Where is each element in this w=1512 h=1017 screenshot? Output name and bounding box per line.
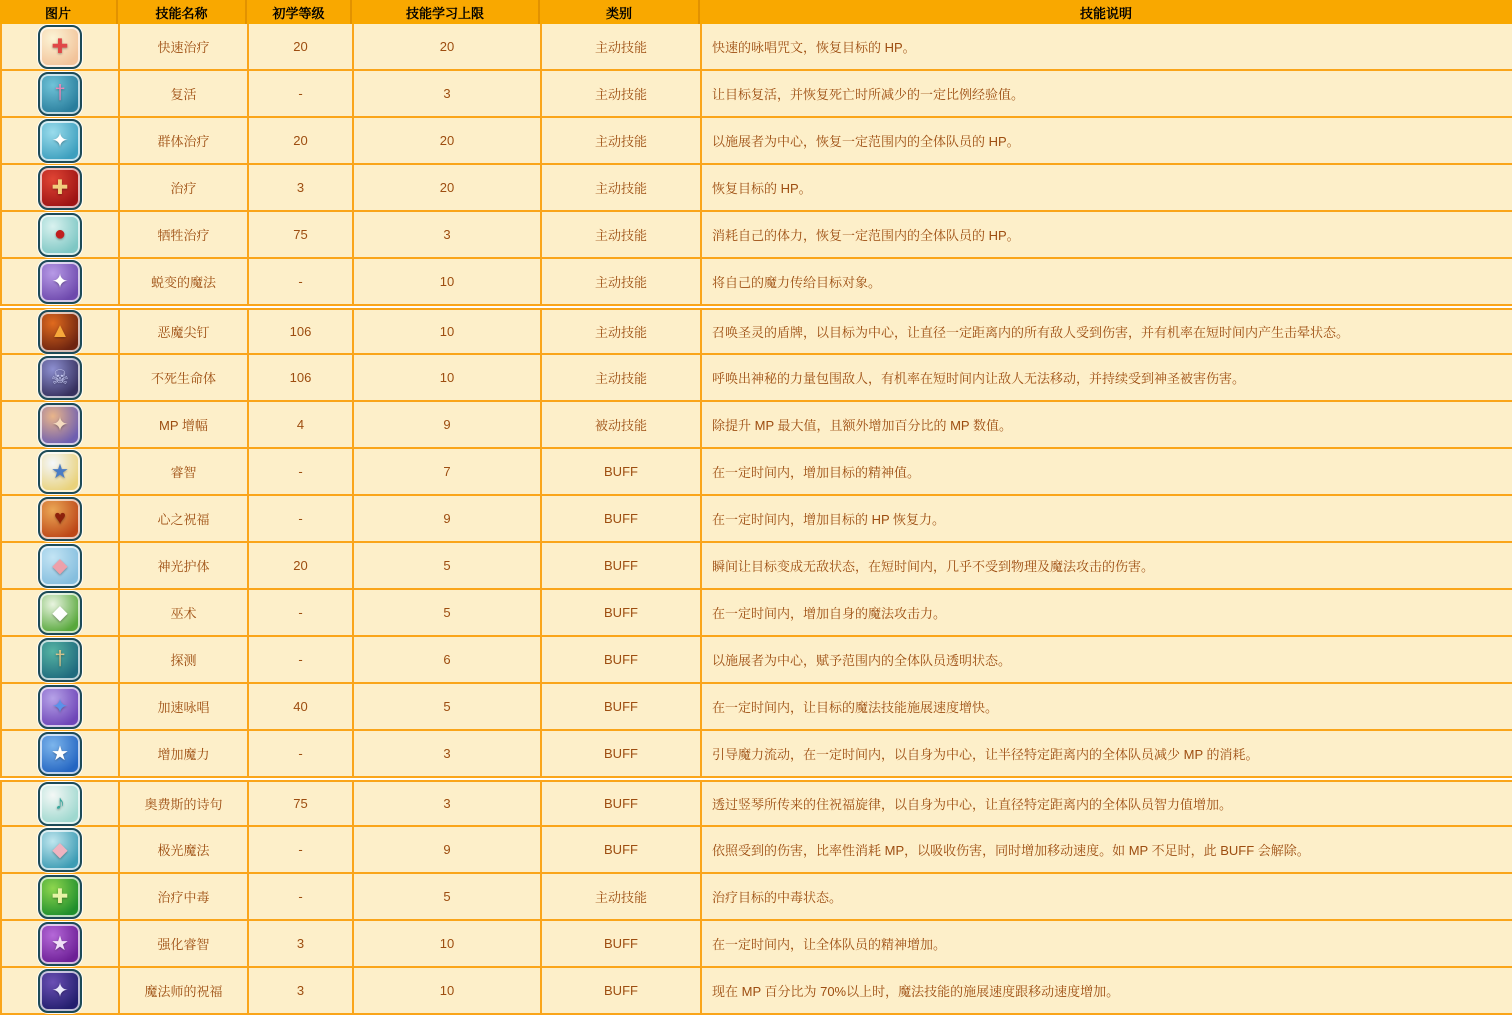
table-row (0, 921, 1512, 968)
skill-description: 除提升 MP 最大值，且额外增加百分比的 MP 数值。 (712, 418, 1012, 433)
skill-learn-cap: 5 (354, 684, 542, 729)
quick-heal-icon: ✚ (38, 25, 82, 69)
table-row (0, 590, 1512, 637)
skill-learn-cap: 10 (354, 355, 542, 400)
skill-description: 以施展者为中心，赋予范围内的全体队员透明状态。 (712, 653, 1012, 668)
skill-learn-level: 106 (249, 310, 354, 353)
skill-category: 主动技能 (542, 355, 702, 400)
resurrect-angel-icon: † (38, 72, 82, 116)
skill-category: BUFF (542, 921, 702, 966)
skill-learn-cap: 3 (354, 71, 542, 116)
skill-learn-cap: 10 (354, 921, 542, 966)
skill-name: 群体治疗 (120, 118, 249, 163)
skill-learn-level: - (249, 496, 354, 541)
mana-increase-hand-icon: ★ (38, 732, 82, 776)
skill-name: 魔法师的祝福 (120, 968, 249, 1013)
table-header-row (0, 0, 1512, 24)
orpheus-verse-harp-icon: ♪ (38, 782, 82, 826)
skill-learn-cap: 20 (354, 165, 542, 210)
skill-name: 治疗 (120, 165, 249, 210)
heart-blessing-torso-icon: ♥ (38, 497, 82, 541)
skill-learn-level: 75 (249, 212, 354, 257)
mp-boost-torso-icon: ✦ (38, 403, 82, 447)
skill-description: 让目标复活，并恢复死亡时所减少的一定比例经验值。 (712, 87, 1025, 102)
skill-learn-level: 40 (249, 684, 354, 729)
detect-sword-icon: † (38, 638, 82, 682)
skill-icon-cell (2, 637, 120, 682)
sacrifice-heal-drop-icon: ● (38, 213, 82, 257)
skill-name: 奥费斯的诗句 (120, 782, 249, 825)
skill-learn-cap: 6 (354, 637, 542, 682)
skill-icon-cell (2, 402, 120, 447)
skill-icon-cell (2, 968, 120, 1013)
skill-icon-cell (2, 449, 120, 494)
skill-description: 在一定时间内，增加自身的魔法攻击力。 (712, 606, 947, 621)
skill-learn-level: - (249, 259, 354, 304)
skill-description: 以施展者为中心，恢复一定范围内的全体队员的 HP。 (712, 134, 1020, 149)
skill-learn-cap: 5 (354, 543, 542, 588)
witchcraft-book-icon: ◆ (38, 591, 82, 635)
skill-description: 在一定时间内，让全体队员的精神增加。 (712, 937, 947, 952)
skill-description: 在一定时间内，让目标的魔法技能施展速度增快。 (712, 700, 999, 715)
skill-category: BUFF (542, 684, 702, 729)
table-row (0, 731, 1512, 778)
skill-learn-cap: 10 (354, 968, 542, 1013)
table-row (0, 165, 1512, 212)
skill-icon-cell (2, 731, 120, 776)
skill-name: 神光护体 (120, 543, 249, 588)
skill-name: 睿智 (120, 449, 249, 494)
skill-name: MP 增幅 (120, 402, 249, 447)
skill-learn-cap: 20 (354, 118, 542, 163)
skill-learn-cap: 7 (354, 449, 542, 494)
wisdom-face-icon: ★ (38, 450, 82, 494)
fast-cast-staff-icon: ✦ (38, 685, 82, 729)
skill-learn-cap: 10 (354, 310, 542, 353)
skill-name: 极光魔法 (120, 827, 249, 872)
demon-spike-icon: ▲ (38, 310, 82, 354)
table-row (0, 780, 1512, 827)
heal-cross-staves-icon: ✚ (38, 166, 82, 210)
table-row (0, 259, 1512, 306)
skill-description: 恢复目标的 HP。 (712, 181, 812, 196)
skill-learn-cap: 9 (354, 496, 542, 541)
divine-shield-icon: ◆ (38, 544, 82, 588)
group-heal-hand-icon: ✦ (38, 119, 82, 163)
skill-icon-cell (2, 118, 120, 163)
skill-description: 将自己的魔力传给目标对象。 (712, 275, 882, 290)
column-header-learn-cap: 技能学习上限 (352, 0, 540, 24)
skill-learn-level: - (249, 731, 354, 776)
skill-category: BUFF (542, 590, 702, 635)
skill-category: 主动技能 (542, 212, 702, 257)
skill-description: 呼唤出神秘的力量包围敌人，有机率在短时间内让敌人无法移动，并持续受到神圣被害伤害。 (712, 371, 1246, 386)
table-row (0, 402, 1512, 449)
table-row (0, 968, 1512, 1015)
skill-icon-cell (2, 921, 120, 966)
skill-category: 主动技能 (542, 310, 702, 353)
skill-icon-cell (2, 212, 120, 257)
skill-name: 巫术 (120, 590, 249, 635)
table-row (0, 827, 1512, 874)
skill-learn-level: 3 (249, 165, 354, 210)
skill-icon-cell (2, 496, 120, 541)
table-body (0, 24, 1512, 1015)
table-row (0, 684, 1512, 731)
table-row (0, 543, 1512, 590)
skill-learn-cap: 20 (354, 24, 542, 69)
column-header-name: 技能名称 (118, 0, 247, 24)
skill-description: 消耗自己的体力，恢复一定范围内的全体队员的 HP。 (712, 228, 1020, 243)
skill-name: 不死生命体 (120, 355, 249, 400)
skill-category: BUFF (542, 827, 702, 872)
skill-learn-cap: 9 (354, 402, 542, 447)
cure-poison-staves-icon: ✚ (38, 875, 82, 919)
skill-learn-cap: 3 (354, 212, 542, 257)
skill-category: BUFF (542, 543, 702, 588)
table-row (0, 355, 1512, 402)
skill-icon-cell (2, 71, 120, 116)
skill-learn-level: 4 (249, 402, 354, 447)
skill-description: 依照受到的伤害，比率性消耗 MP，以吸收伤害，同时增加移动速度。如 MP 不足时，此 BUFF 会解除。 (712, 843, 1310, 858)
skill-category: BUFF (542, 496, 702, 541)
skill-name: 蜕变的魔法 (120, 259, 249, 304)
skill-icon-cell (2, 684, 120, 729)
skill-category: 主动技能 (542, 24, 702, 69)
skill-category: 主动技能 (542, 165, 702, 210)
skill-learn-level: 106 (249, 355, 354, 400)
skill-description: 瞬间让目标变成无敌状态，在短时间内，几乎不受到物理及魔法攻击的伤害。 (712, 559, 1155, 574)
skill-learn-cap: 5 (354, 874, 542, 919)
magician-blessing-figure-icon: ✦ (38, 969, 82, 1013)
table-row (0, 496, 1512, 543)
skill-icon-cell (2, 24, 120, 69)
skill-name: 牺牲治疗 (120, 212, 249, 257)
skill-icon-cell (2, 355, 120, 400)
aurora-magic-shield-icon: ◆ (38, 828, 82, 872)
skill-description: 在一定时间内，增加目标的精神值。 (712, 465, 921, 480)
skill-learn-level: 20 (249, 118, 354, 163)
table-row (0, 24, 1512, 71)
skill-learn-level: - (249, 874, 354, 919)
skill-name: 快速治疗 (120, 24, 249, 69)
skill-category: 主动技能 (542, 118, 702, 163)
skill-category: BUFF (542, 782, 702, 825)
table-row (0, 212, 1512, 259)
skill-learn-level: 75 (249, 782, 354, 825)
skill-learn-level: - (249, 71, 354, 116)
skill-learn-cap: 5 (354, 590, 542, 635)
skill-name: 复活 (120, 71, 249, 116)
column-header-category: 类别 (540, 0, 700, 24)
skill-icon-cell (2, 259, 120, 304)
skill-name: 治疗中毒 (120, 874, 249, 919)
skill-description: 引导魔力流动，在一定时间内，以自身为中心，让半径特定距离内的全体队员减少 MP 的消耗。 (712, 747, 1259, 762)
skill-name: 增加魔力 (120, 731, 249, 776)
table-row (0, 874, 1512, 921)
skill-icon-cell (2, 543, 120, 588)
skill-learn-level: 3 (249, 921, 354, 966)
skill-icon-cell (2, 310, 120, 353)
skill-description: 治疗目标的中毒状态。 (712, 890, 843, 905)
skill-description: 快速的咏唱咒文，恢复目标的 HP。 (712, 40, 916, 55)
skill-icon-cell (2, 165, 120, 210)
skill-description: 现在 MP 百分比为 70%以上时，魔法技能的施展速度跟移动速度增加。 (712, 984, 1120, 999)
skill-learn-level: 20 (249, 543, 354, 588)
table-row (0, 308, 1512, 355)
skill-learn-level: - (249, 827, 354, 872)
table-row (0, 637, 1512, 684)
skill-category: BUFF (542, 637, 702, 682)
undead-skull-icon: ☠ (38, 356, 82, 400)
enhanced-wisdom-figure-icon: ★ (38, 922, 82, 966)
table-row (0, 449, 1512, 496)
table-row (0, 118, 1512, 165)
skill-category: BUFF (542, 449, 702, 494)
skill-category: BUFF (542, 731, 702, 776)
skill-description: 召唤圣灵的盾牌，以目标为中心，让直径一定距离内的所有敌人受到伤害，并有机率在短时间内产生击晕状态。 (712, 325, 1350, 340)
skill-learn-level: - (249, 449, 354, 494)
transform-magic-icon: ✦ (38, 260, 82, 304)
column-header-learn-level: 初学等级 (247, 0, 352, 24)
skill-learn-level: 20 (249, 24, 354, 69)
skill-icon-cell (2, 827, 120, 872)
skill-icon-cell (2, 874, 120, 919)
skill-learn-cap: 3 (354, 782, 542, 825)
skill-category: 主动技能 (542, 874, 702, 919)
skill-category: 被动技能 (542, 402, 702, 447)
skill-name: 探测 (120, 637, 249, 682)
skill-name: 加速咏唱 (120, 684, 249, 729)
skill-name: 强化睿智 (120, 921, 249, 966)
skill-learn-cap: 10 (354, 259, 542, 304)
skill-icon-cell (2, 782, 120, 825)
skill-icon-cell (2, 590, 120, 635)
skill-learn-cap: 9 (354, 827, 542, 872)
skill-name: 心之祝福 (120, 496, 249, 541)
skill-category: 主动技能 (542, 71, 702, 116)
skill-description: 在一定时间内，增加目标的 HP 恢复力。 (712, 512, 946, 527)
skill-category: 主动技能 (542, 259, 702, 304)
column-header-icon: 图片 (0, 0, 118, 24)
skill-description: 透过竖琴所传来的住祝福旋律，以自身为中心，让直径特定距离内的全体队员智力值增加。 (712, 797, 1233, 812)
skill-learn-level: - (249, 590, 354, 635)
column-header-description: 技能说明 (1079, 5, 1132, 21)
skill-learn-level: - (249, 637, 354, 682)
skill-category: BUFF (542, 968, 702, 1013)
skill-learn-level: 3 (249, 968, 354, 1013)
skill-learn-cap: 3 (354, 731, 542, 776)
table-row (0, 71, 1512, 118)
skill-name: 恶魔尖钉 (120, 310, 249, 353)
